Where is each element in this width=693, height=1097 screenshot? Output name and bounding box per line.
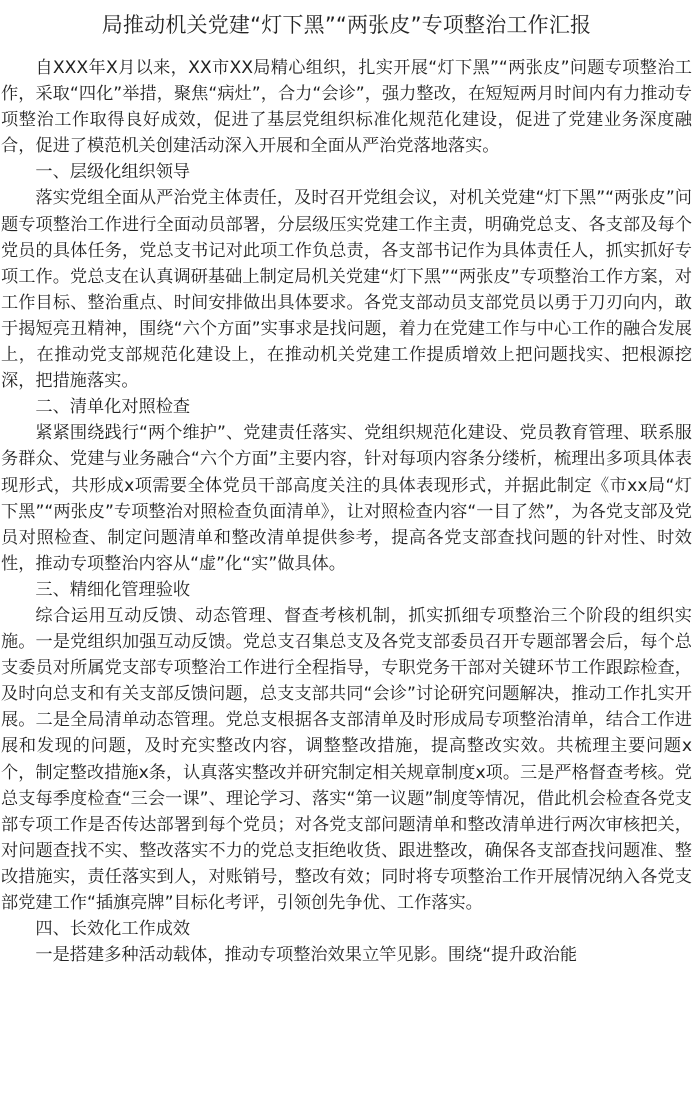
intro-paragraph: 自XXX年X月以来，XX市XX局精心组织，扎实开展“灯下黑”“两张皮”问题专项整治工作，采取“四化”举措，聚焦“病灶”，合力“会诊”，强力整改，在短短两月时间内有力推动专项整治工作取得良好成效，促进了基层党组织标准化规范化建设，促进了党建业务深度融合，促进了模范机关创建活动深入开展和全面从严治党落地落实。: [1, 58, 692, 157]
section-heading-4: 四、长效化工作成效: [35, 919, 191, 940]
section-heading-1: 一、层级化组织领导: [35, 162, 191, 183]
section-body-1: 落实党组全面从严治党主体责任，及时召开党组会议，对机关党建“灯下黑”“两张皮”问题专项整治工作进行全面动员部署，分层级压实党建工作主责，明确党总支、各支部及每个党员的具体任务，党总支书记对此项工作负总责，各支部书记作为具体责任人，抓实抓好专项工作。党总支在认真调研基础上制定局机关党建“灯下黑”“两张皮”专项整治工作方案，对工作目标、整治重点、时间安排做出具体要求。各党支部动员支部党员以勇于刀刃向内，敢于揭短亮丑精神，围绕“六个方面”实事求是找问题，着力在党建工作与中心工作的融合发展上，在推动党支部规范化建设上，在推动机关党建工作提质增效上把问题找实、把根源挖深，把措施落实。: [1, 188, 692, 392]
section-heading-2: 二、清单化对照检查: [35, 397, 191, 418]
section-body-4: 一是搭建多种活动载体，推动专项整治效果立竿见影。围绕“提升政治能: [35, 945, 578, 966]
section-heading-3: 三、精细化管理验收: [35, 579, 191, 600]
section-body-2: 紧紧围绕践行“两个维护”、党建责任落实、党组织规范化建设、党员教育管理、联系服务群众、党建与业务融合“六个方面”主要内容，针对每项内容条分缕析，梳理出多项具体表现形式，共形成x项需要全体党员干部高度关注的具体表现形式，并据此制定《市xx局“灯下黑”“两张皮”专项整治对照检查负面清单》，让对照检查内容“一目了然”，为各党支部及党员对照检查、制定问题清单和整改清单提供参考，提高各党支部查找问题的针对性、时效性，推动专项整治内容从“虚”化“实”做具体。: [1, 423, 692, 574]
section-body-3: 综合运用互动反馈、动态管理、督查考核机制，抓实抓细专项整治三个阶段的组织实施。一是党组织加强互动反馈。党总支召集总支及各党支部委员召开专题部署会后，每个总支委员对所属党支部专项整治工作进行全程指导，专职党务干部对关键环节工作跟踪检查，及时向总支和有关支部反馈问题，总支支部共同“会诊”讨论研究问题解决，推动工作扎实开展。二是全局清单动态管理。党总支根据各支部清单及时形成局专项整治清单，结合工作进展和发现的问题，及时充实整改内容，调整整改措施，提高整改实效。共梳理主要问题x个，制定整改措施x条，认真落实整改并研究制定相关规章制度x项。三是严格督查考核。党总支每季度检查“三会一课”、理论学习、落实“第一议题”制度等情况，借此机会检查各党支部专项工作是否传达部署到每个党员；对各党支部问题清单和整改清单进行两次审核把关，对问题查找不实、整改落实不力的党总支拒绝收货、跟进整改，确保各支部查找问题准、整改措施实，责任落实到人，对账销号，整改有效；同时将专项整治工作开展情况纳入各党支部党建工作“插旗亮牌”目标化考评，引领创先争优、工作落实。: [1, 605, 692, 913]
document-title: 局推动机关党建“灯下黑”“两张皮”专项整治工作汇报: [101, 13, 592, 37]
